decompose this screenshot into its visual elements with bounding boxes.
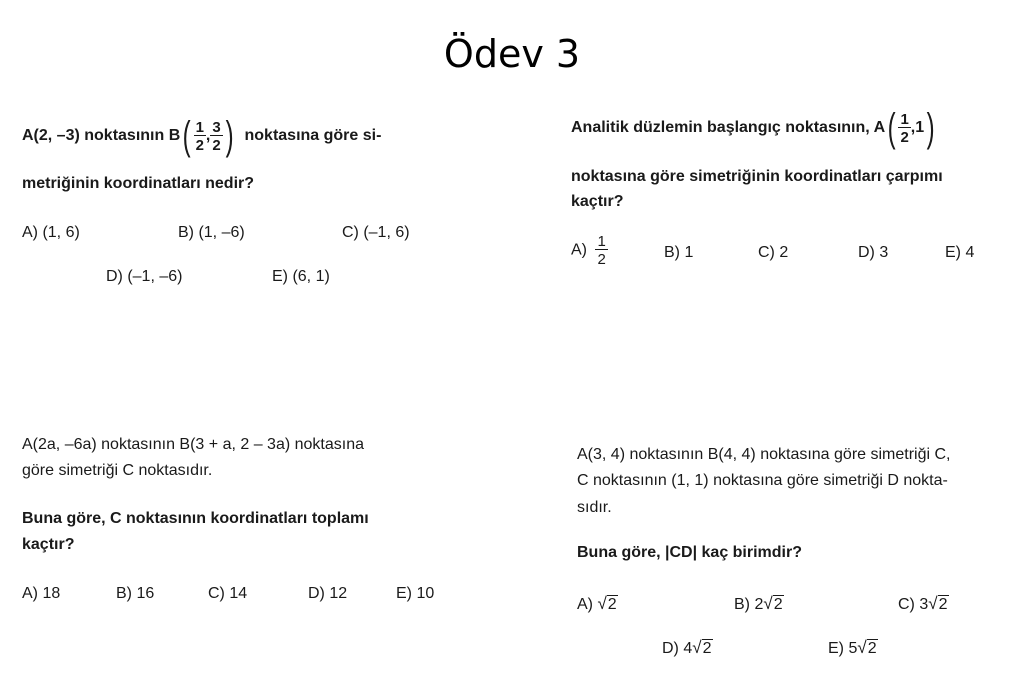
q4-option-b[interactable]: B) 2√2 (734, 594, 783, 613)
q2-a-y: ,1 (910, 119, 925, 137)
page-title: Ödev 3 (443, 32, 581, 76)
4-sqrt-2-expression: 4√2 (683, 638, 712, 657)
sqrt-2-expression: √2 (597, 594, 617, 613)
q3-line-1: A(2a, –6a) noktasının B(3 + a, 2 – 3a) noktasına (22, 436, 364, 453)
5-sqrt-2-expression: 5√2 (848, 638, 877, 657)
q1-line-1: A(2, –3) noktasının B( $\frac{1}{2}$ , $\frac{3}{2}$ ) noktasına göre si- (22, 114, 382, 158)
q4-option-d[interactable]: D) 4√2 (662, 638, 712, 657)
q1-option-b[interactable]: B) (1, –6) (178, 224, 245, 241)
q1-option-c[interactable]: C) (–1, 6) (342, 224, 410, 241)
q1-option-d[interactable]: D) (–1, –6) (106, 268, 183, 285)
q2-line-1 (571, 108, 937, 148)
q3-line-4: kaçtır? (22, 536, 75, 553)
q2-option-a-fraction: $\frac{1}{2}$ (597, 233, 606, 268)
q2-line-2: noktasına göre simetriğinin koordinatları çarpımı (571, 168, 943, 185)
q3-option-e[interactable]: E) 10 (396, 585, 435, 602)
q1-option-e[interactable]: E) (6, 1) (272, 268, 330, 285)
q4-line-2: C noktasının (1, 1) noktasına göre simetriği D nokta- (577, 472, 948, 489)
q4-option-e[interactable]: E) 5√2 (828, 638, 877, 657)
q3-line-3: Buna göre, C noktasının koordinatları toplamı (22, 510, 369, 527)
q4-option-a[interactable]: A) √2 (577, 594, 617, 613)
right-paren: ) (225, 114, 234, 158)
3-sqrt-2-expression: 3√2 (919, 594, 948, 613)
q2-option-d[interactable]: D) 3 (858, 244, 889, 261)
q2-text-a: Analitik düzlemin başlangıç noktasının, A (571, 119, 886, 137)
q3-option-a[interactable]: A) 18 (22, 585, 61, 602)
left-paren: ( (182, 114, 191, 158)
q2-line-3: kaçtır? (571, 193, 624, 210)
right-paren: ) (926, 106, 935, 150)
q1-text-a: A(2, –3) noktasının B (22, 127, 181, 145)
left-paren: ( (887, 106, 896, 150)
q1-line-2: metriğinin koordinatları nedir? (22, 175, 255, 192)
2-sqrt-2-expression: 2√2 (754, 594, 783, 613)
q1-text-b: noktasına göre si- (244, 127, 382, 145)
q3-line-2: göre simetriği C noktasıdır. (22, 462, 213, 479)
q1-b-y-fraction: $\frac{3}{2}$ (212, 118, 221, 154)
q2-option-c[interactable]: C) 2 (758, 244, 789, 261)
q4-option-c[interactable]: C) 3√2 (898, 594, 948, 613)
q1-option-a[interactable]: A) (1, 6) (22, 224, 80, 241)
q4-line-1: A(3, 4) noktasının B(4, 4) noktasına göre simetriği C, (577, 446, 951, 463)
q2-option-b[interactable]: B) 1 (664, 244, 694, 261)
q4-line-3: sıdır. (577, 499, 612, 516)
q2-a-x-fraction: $\frac{1}{2}$ (900, 110, 909, 146)
q3-option-c[interactable]: C) 14 (208, 585, 248, 602)
q4-line-4: Buna göre, |CD| kaç birimdir? (577, 544, 802, 561)
q2-option-e[interactable]: E) 4 (945, 244, 975, 261)
q3-option-b[interactable]: B) 16 (116, 585, 155, 602)
q1-b-x-fraction: $\frac{1}{2}$ (195, 118, 204, 154)
q3-option-d[interactable]: D) 12 (308, 585, 348, 602)
q2-option-a[interactable]: A) $\frac{1}{2}$ (571, 233, 606, 268)
